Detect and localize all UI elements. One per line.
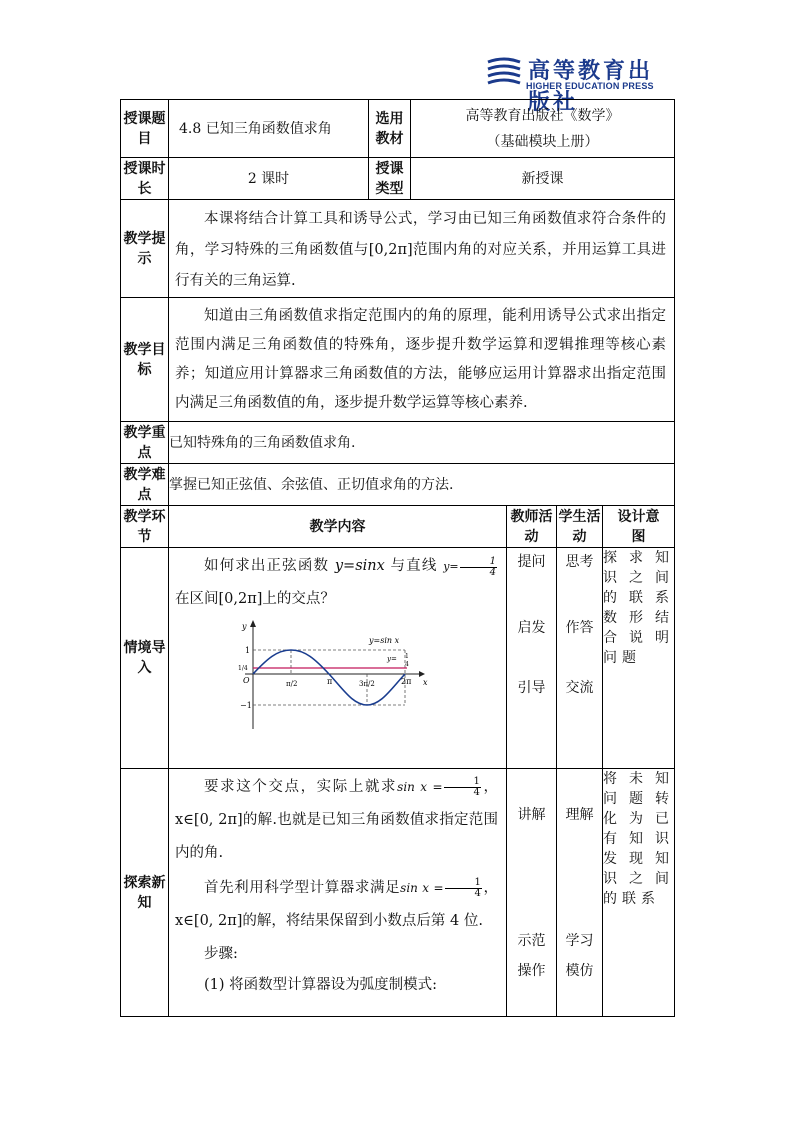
explore-p2-a: 首先利用科学型计算器求满足 (204, 880, 401, 896)
student-act-understand: 理解 (565, 807, 594, 823)
tips-text: 本课将结合计算工具和诱导公式，学习由已知三角函数值求符合条件的角，学习特殊的三角函数值与[0,2π]范围内角的对应关系，并用运算工具进行有关的三角运算. (175, 211, 666, 289)
sinx-expression-2: sin x = (400, 881, 444, 895)
duration-value: 2 课时 (169, 158, 369, 200)
content-column-header: 教学内容 (169, 506, 507, 548)
goals-text: 知道由三角函数值求指定范围内的角的原理，能利用诱导公式求出指定范围内满足三角函数值的特殊角，逐步提升数学运算和逻辑推理等核心素养；知道应用计算器求三角函数值的方法，能够应运用计算器求出指定范围内满足三角函数值的角，逐步提升数学运算等核心素养. (175, 308, 666, 411)
duration-row (121, 158, 675, 200)
teacher-column-header: 教师活动 (507, 506, 557, 548)
book-logo-icon (486, 56, 522, 90)
fraction-denominator: 4 (473, 786, 480, 798)
teacher-act-ask: 提问 (517, 554, 546, 570)
textbook-value (411, 100, 675, 158)
explore-p2-b: ，x∈[0, 2π]的解，将结果保留到小数点后第 4 位. (175, 880, 498, 929)
question-text-c: 与直线 (390, 558, 438, 574)
line-equation: y= $\frac{1}{4}$ (443, 555, 497, 578)
explore-paragraph-2 (169, 870, 506, 938)
sin-function: y=sinx (334, 558, 385, 574)
line-label: y= (387, 655, 397, 663)
goals-label: 教学目标 (121, 298, 169, 422)
y-tick-1: 1 (245, 646, 251, 655)
explore-paragraph-1 (169, 769, 506, 870)
publisher-logo (486, 54, 676, 115)
publisher-name-cn: 高等教育出版社 (528, 58, 654, 115)
line-label-num: 1 (405, 653, 409, 660)
teacher-activity-2 (507, 769, 557, 1017)
topic-row (121, 100, 675, 158)
sine-graph (237, 619, 437, 737)
y-tick-quarter: 1/4 (238, 665, 248, 672)
student-act-discuss: 交流 (565, 680, 594, 696)
student-act-learn: 学习 (565, 933, 594, 949)
x-axis-label: x (423, 678, 428, 687)
lesson-plan-table (120, 99, 675, 1017)
teacher-act-inspire: 启发 (517, 620, 546, 636)
question-text-a: 如何求出正弦函数 (204, 558, 330, 574)
x-tick-pi-half: π/2 (286, 680, 298, 688)
y-axis-label: y (242, 622, 247, 631)
difficulty-row (121, 464, 675, 506)
student-column-header: 学生活动 (557, 506, 603, 548)
design-intent-1: 探求知识之间的联系数形结合说明问题 (603, 548, 675, 769)
teacher-act-explain: 讲解 (517, 807, 546, 823)
x-tick-3pi-half: 3π/2 (359, 680, 375, 688)
stage-column-header: 教学环节 (121, 506, 169, 548)
x-tick-pi: π (327, 677, 333, 686)
goals-row (121, 298, 675, 422)
fraction-numerator: 1 (460, 557, 497, 568)
publisher-name-en: HIGHER EDUCATION PRESS (526, 81, 654, 91)
student-act-imitate: 模仿 (565, 963, 594, 979)
key-points-text: 已知特殊角的三角函数值求角. (169, 422, 675, 464)
textbook-title: 高等教育出版社《数学》 (465, 107, 620, 124)
key-points-row (121, 422, 675, 464)
student-act-answer: 作答 (565, 620, 594, 636)
teacher-act-demo: 示范 (517, 933, 546, 949)
column-header-row (121, 506, 675, 548)
sinx-expression: sin x = (397, 780, 443, 794)
situation-question (169, 548, 506, 615)
explore-row (121, 769, 675, 1017)
topic-label: 授课题目 (121, 100, 169, 158)
x-tick-2pi: 2π (401, 677, 412, 686)
type-label: 授课类型 (369, 158, 411, 200)
quarter-fraction-2 (444, 777, 481, 798)
curve-label: y=sin x (369, 636, 400, 645)
situation-label: 情境导入 (121, 548, 169, 769)
explore-label: 探索新知 (121, 769, 169, 1017)
teacher-act-operate: 操作 (517, 963, 546, 979)
origin-label: O (243, 676, 250, 685)
explore-p1-b: ，x∈[0, 2π]的解.也就是已知三角函数值求指定范围内的角. (175, 779, 499, 861)
student-activity-2 (557, 769, 603, 1017)
student-act-think: 思考 (565, 554, 594, 570)
teacher-activity-1 (507, 548, 557, 769)
fraction-numerator: 1 (445, 878, 482, 889)
fraction-denominator: 4 (474, 887, 481, 899)
explore-paragraph-4: (1) 将函数型计算器设为弧度制模式: (204, 977, 438, 993)
teacher-act-guide: 引导 (517, 680, 546, 696)
fraction-denominator: 4 (489, 566, 497, 578)
key-points-label: 教学重点 (121, 422, 169, 464)
y-tick-minus1: −1 (240, 701, 252, 710)
question-text-d: 在区间[0,2π]上的交点？ (175, 591, 335, 607)
intent-column-header: 设计意图 (603, 506, 675, 548)
situation-row (121, 548, 675, 769)
difficulty-text: 掌握已知正弦值、余弦值、正切值求角的方法. (169, 464, 675, 506)
student-activity-1 (557, 548, 603, 769)
explore-paragraph-3: 步骤: (204, 946, 238, 962)
quarter-fraction (460, 557, 497, 578)
fraction-numerator: 1 (444, 777, 481, 788)
topic-value: 4.8 已知三角函数值求角 (169, 100, 369, 158)
quarter-fraction-3 (445, 878, 482, 899)
explore-p1-a: 要求这个交点，实际上就求 (204, 779, 398, 795)
textbook-label: 选用教材 (369, 100, 411, 158)
duration-label: 授课时长 (121, 158, 169, 200)
textbook-volume: （基础模块上册） (486, 133, 599, 150)
type-value: 新授课 (411, 158, 675, 200)
design-intent-2: 将未知问题转化为已有知识发现知识之间的联系 (603, 769, 675, 1017)
line-label-den: 4 (405, 661, 409, 668)
tips-row (121, 200, 675, 298)
tips-label: 教学提示 (121, 200, 169, 298)
difficulty-label: 教学难点 (121, 464, 169, 506)
